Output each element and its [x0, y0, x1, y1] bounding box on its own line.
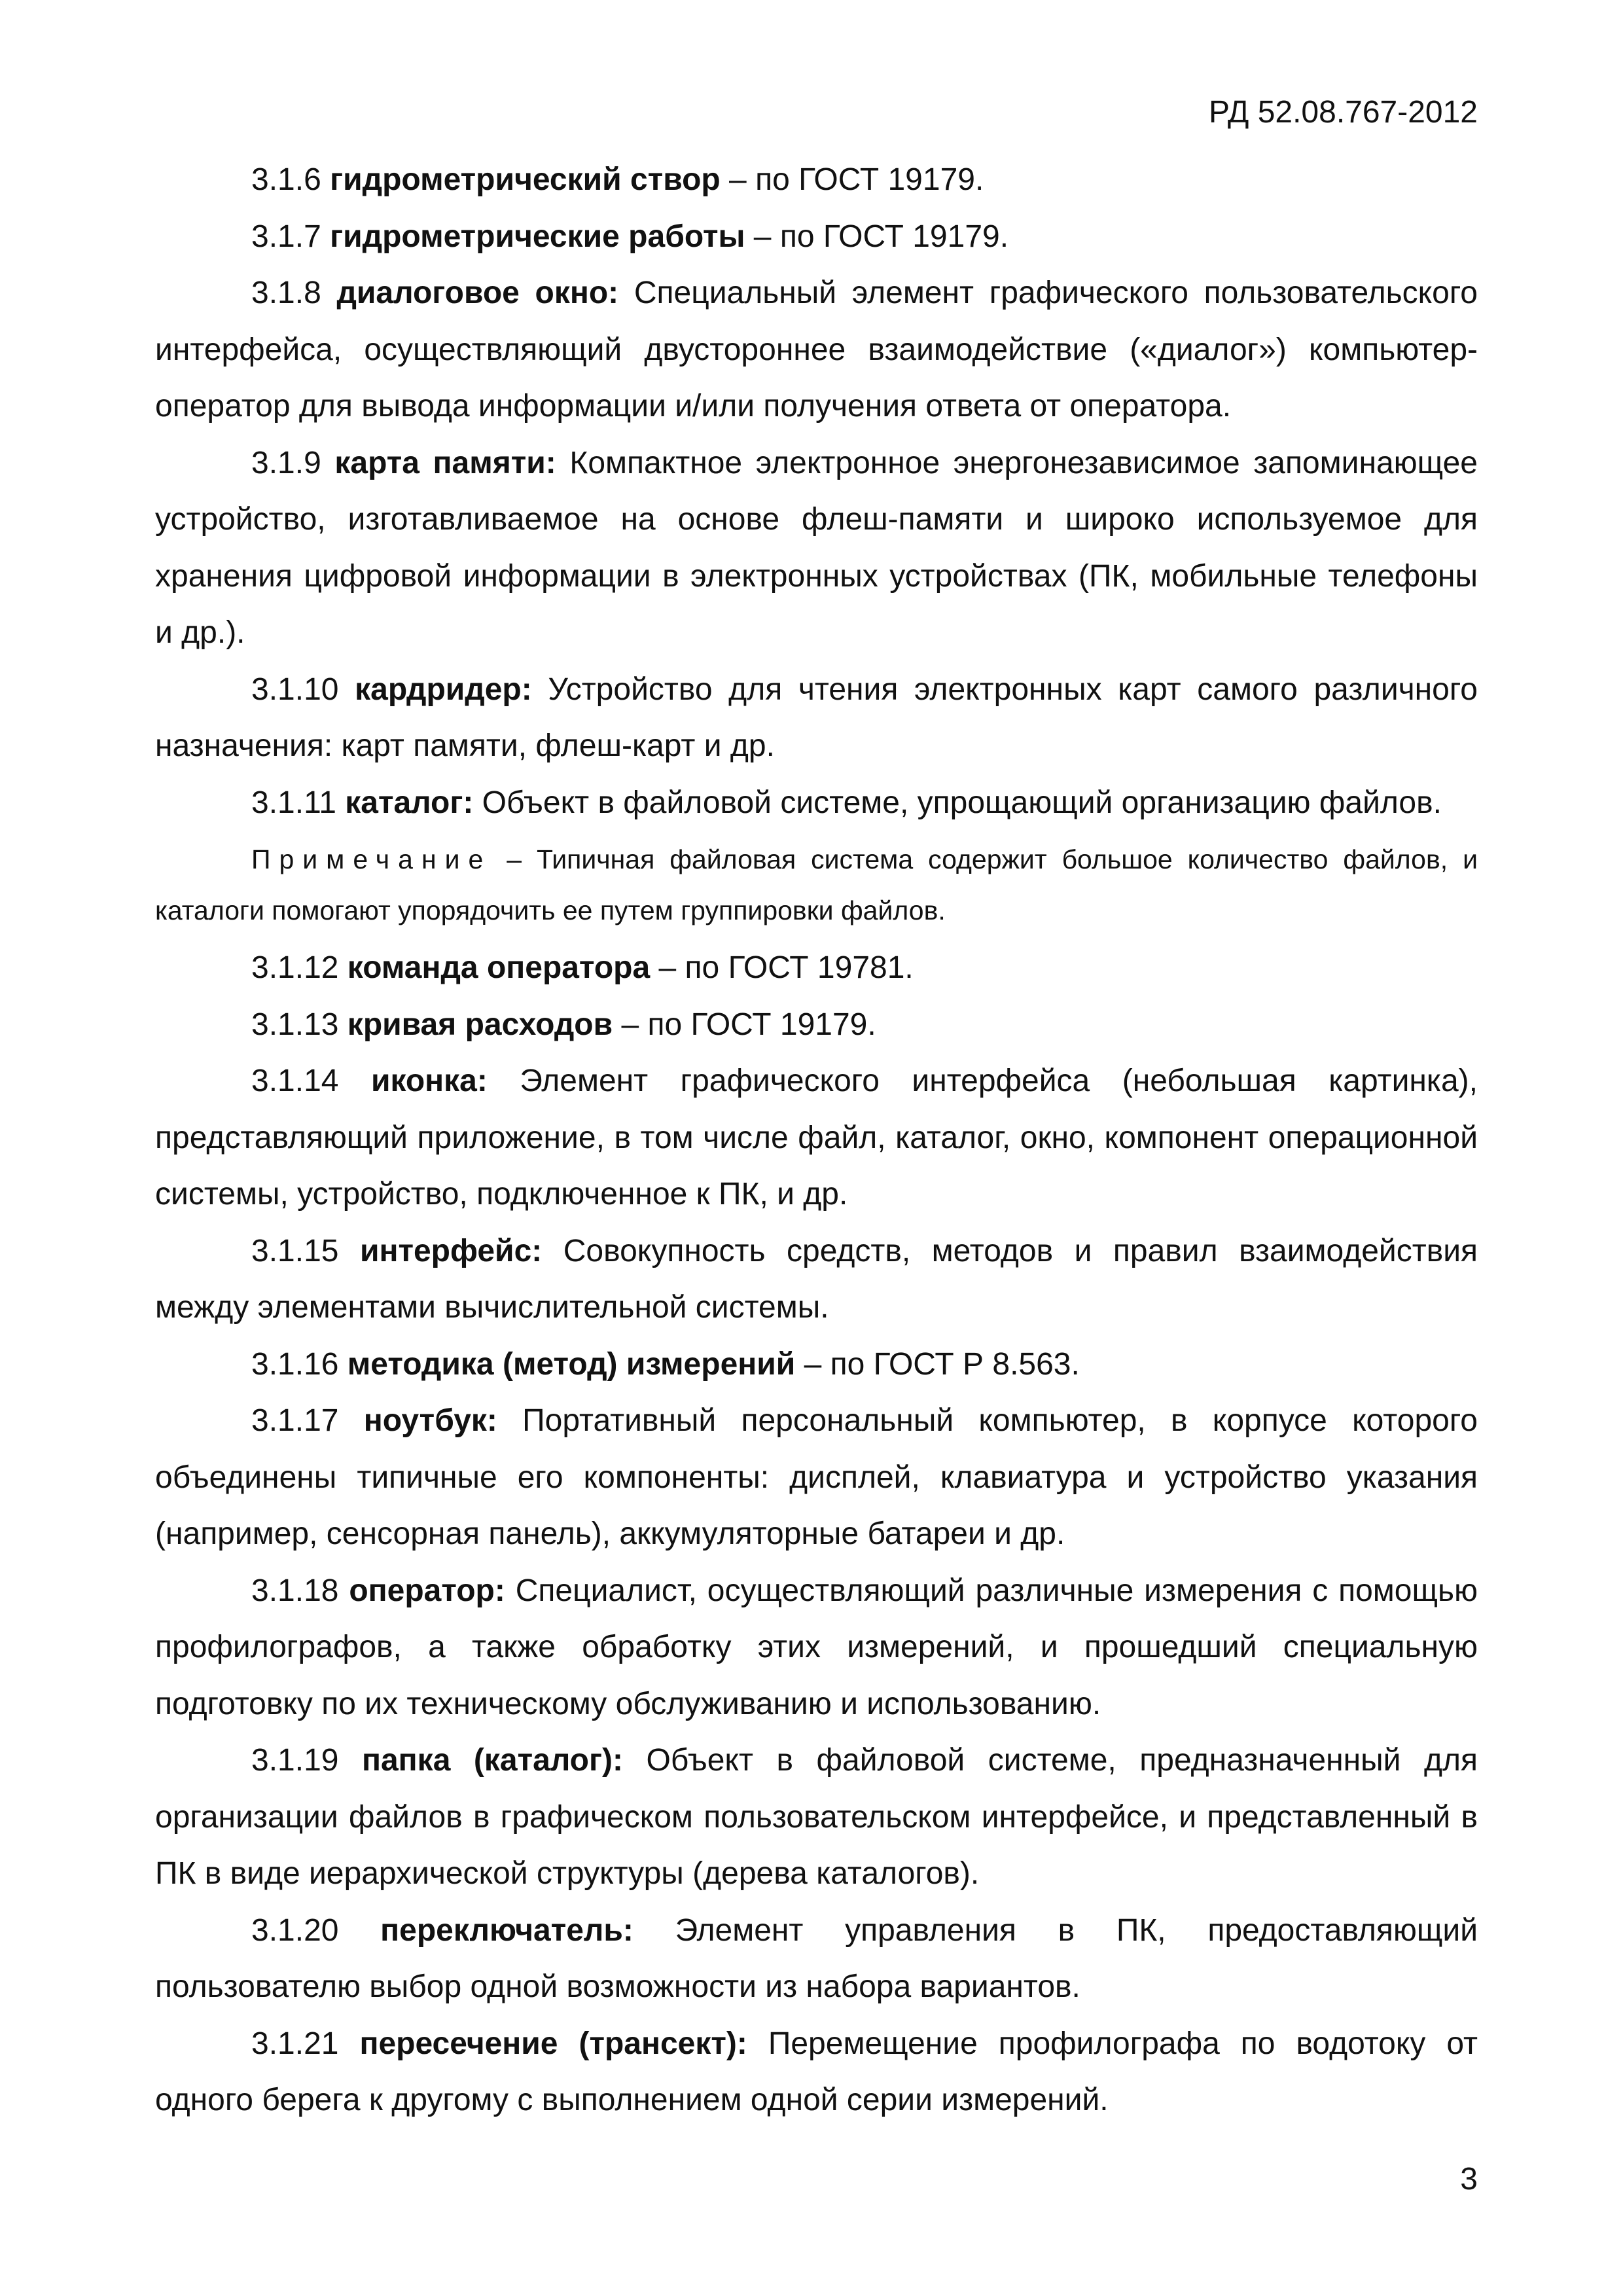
- definition-text: Совокупность средств, методов и правил взаимодействия между элементами вычислительной системы.: [155, 1233, 1478, 1325]
- definition-separator: [618, 276, 634, 310]
- definition-3-1-20: [155, 1903, 1478, 2016]
- note-label: Примечание: [251, 844, 492, 874]
- definition-term: интерфейс:: [359, 1233, 543, 1268]
- definition-3-1-15: [155, 1223, 1478, 1336]
- definition-3-1-21: [155, 2016, 1478, 2129]
- definition-term: команда оператора: [347, 950, 651, 985]
- definition-text: Специальный элемент графического пользовательского интерфейса, осуществляющий двустороннее взаимодействие («диалог») компьютер-оператор для вывода информации и/или получения ответа от оператора.: [155, 276, 1478, 423]
- definition-number: 3.1.10: [251, 672, 339, 707]
- note-separator: –: [491, 844, 537, 874]
- definition-3-1-12: [155, 940, 1478, 997]
- definition-term: кривая расходов: [347, 1007, 613, 1042]
- definition-separator: –: [795, 1346, 830, 1382]
- definition-separator: [556, 446, 570, 480]
- definition-text: Устройство для чтения электронных карт самого различного назначения: карт памяти, флеш-карт и др.: [155, 672, 1478, 763]
- definition-number: 3.1.6: [251, 162, 321, 197]
- definition-term: гидрометрические работы: [330, 219, 745, 254]
- definition-term: карта памяти:: [334, 445, 556, 480]
- definition-separator: [505, 1573, 516, 1608]
- definition-term: кардридер:: [355, 672, 532, 707]
- definition-text: по ГОСТ 19179.: [647, 1007, 876, 1042]
- definition-3-1-16: [155, 1336, 1478, 1393]
- definition-number: 3.1.15: [251, 1233, 339, 1268]
- definition-text: Компактное электронное энергонезависимое запоминающее устройство, изготавливаемое на основе флеш-памяти и широко используемое для хранения цифровой информации в электронных устройствах (ПК, мобильные телефоны и др.).: [155, 445, 1478, 650]
- definition-3-1-13: [155, 997, 1478, 1054]
- definition-separator: –: [745, 219, 780, 254]
- definition-term: переключатель:: [380, 1912, 633, 1948]
- definition-term: пересечение (трансект):: [359, 2026, 747, 2061]
- definition-3-1-14: [155, 1053, 1478, 1223]
- document-code: РД 52.08.767-2012: [1209, 95, 1478, 130]
- definition-text: Портативный персональный компьютер, в корпусе которого объединены типичные его компоненты: дисплей, клавиатура и устройство указания (например, сенсорная панель), аккумуляторные батареи и др.: [155, 1403, 1478, 1551]
- note: [155, 834, 1478, 936]
- definition-number: 3.1.21: [251, 2026, 339, 2061]
- definition-number: 3.1.9: [251, 445, 321, 480]
- page-number: 3: [1460, 2162, 1478, 2197]
- definition-number: 3.1.17: [251, 1403, 339, 1438]
- definition-text: по ГОСТ 19179.: [755, 162, 984, 197]
- definition-separator: [473, 785, 482, 820]
- definitions-list: [155, 152, 1478, 2129]
- definition-separator: [532, 672, 548, 707]
- definition-number: 3.1.7: [251, 219, 321, 254]
- definition-number: 3.1.8: [251, 276, 321, 310]
- definition-separator: [497, 1403, 522, 1438]
- definition-text: по ГОСТ 19179.: [779, 219, 1009, 254]
- definition-term: папка (каталог):: [361, 1743, 623, 1778]
- definition-3-1-11: [155, 775, 1478, 832]
- definition-term: гидрометрический створ: [330, 162, 721, 197]
- note-text: Типичная файловая система содержит большое количество файлов, и каталоги помогают упорядочить ее путем группировки файлов.: [155, 844, 1478, 925]
- definition-separator: –: [720, 162, 756, 197]
- definition-text: Специалист, осуществляющий различные измерения с помощью профилографов, а также обработку этих измерений, и прошедший специальную подготовку по их техническому обслуживанию и использованию.: [155, 1573, 1478, 1721]
- definition-text: Перемещение профилографа по водотоку от одного берега к другому с выполнением одной серии измерений.: [155, 2026, 1478, 2117]
- definition-separator: –: [650, 950, 685, 985]
- definition-term: иконка:: [370, 1064, 488, 1098]
- definition-separator: [488, 1064, 520, 1098]
- definition-text: Элемент управления в ПК, предоставляющий пользователю выбор одной возможности из набора вариантов.: [155, 1912, 1478, 2004]
- definition-3-1-7: [155, 209, 1478, 266]
- definition-3-1-17: [155, 1393, 1478, 1563]
- definition-3-1-19: [155, 1732, 1478, 1903]
- definition-number: 3.1.20: [251, 1912, 339, 1948]
- definition-term: методика (метод) измерений: [347, 1346, 796, 1382]
- definition-3-1-18: [155, 1563, 1478, 1733]
- definition-separator: [633, 1913, 675, 1948]
- definition-separator: [623, 1743, 647, 1778]
- definition-separator: [542, 1234, 563, 1268]
- definition-text: Элемент графического интерфейса (небольшая картинка), представляющий приложение, в том числе файл, каталог, окно, компонент операционной системы, устройство, подключенное к ПК, и др.: [155, 1064, 1478, 1211]
- definition-text: по ГОСТ Р 8.563.: [830, 1346, 1080, 1382]
- definition-3-1-10: [155, 662, 1478, 775]
- definition-number: 3.1.16: [251, 1346, 339, 1382]
- definition-number: 3.1.11: [251, 785, 336, 820]
- definition-3-1-6: [155, 152, 1478, 209]
- definition-number: 3.1.13: [251, 1007, 339, 1042]
- definition-term: ноутбук:: [363, 1403, 497, 1438]
- definition-number: 3.1.14: [251, 1064, 339, 1098]
- definition-separator: [747, 2026, 768, 2061]
- definition-text: Объект в файловой системе, упрощающий организацию файлов.: [482, 785, 1442, 820]
- definition-number: 3.1.19: [251, 1743, 339, 1778]
- definition-text: по ГОСТ 19781.: [685, 950, 914, 985]
- definition-text: Объект в файловой системе, предназначенный для организации файлов в графическом пользовательском интерфейсе, и представленный в ПК в виде иерархической структуры (дерева каталогов).: [155, 1743, 1478, 1891]
- definition-term: каталог:: [345, 785, 474, 820]
- definition-term: диалоговое окно:: [336, 276, 619, 310]
- definition-term: оператор:: [349, 1573, 505, 1608]
- definition-number: 3.1.12: [251, 950, 339, 985]
- definition-3-1-8: [155, 265, 1478, 435]
- definition-separator: –: [613, 1007, 648, 1042]
- definition-3-1-9: [155, 435, 1478, 662]
- definition-number: 3.1.18: [251, 1573, 339, 1608]
